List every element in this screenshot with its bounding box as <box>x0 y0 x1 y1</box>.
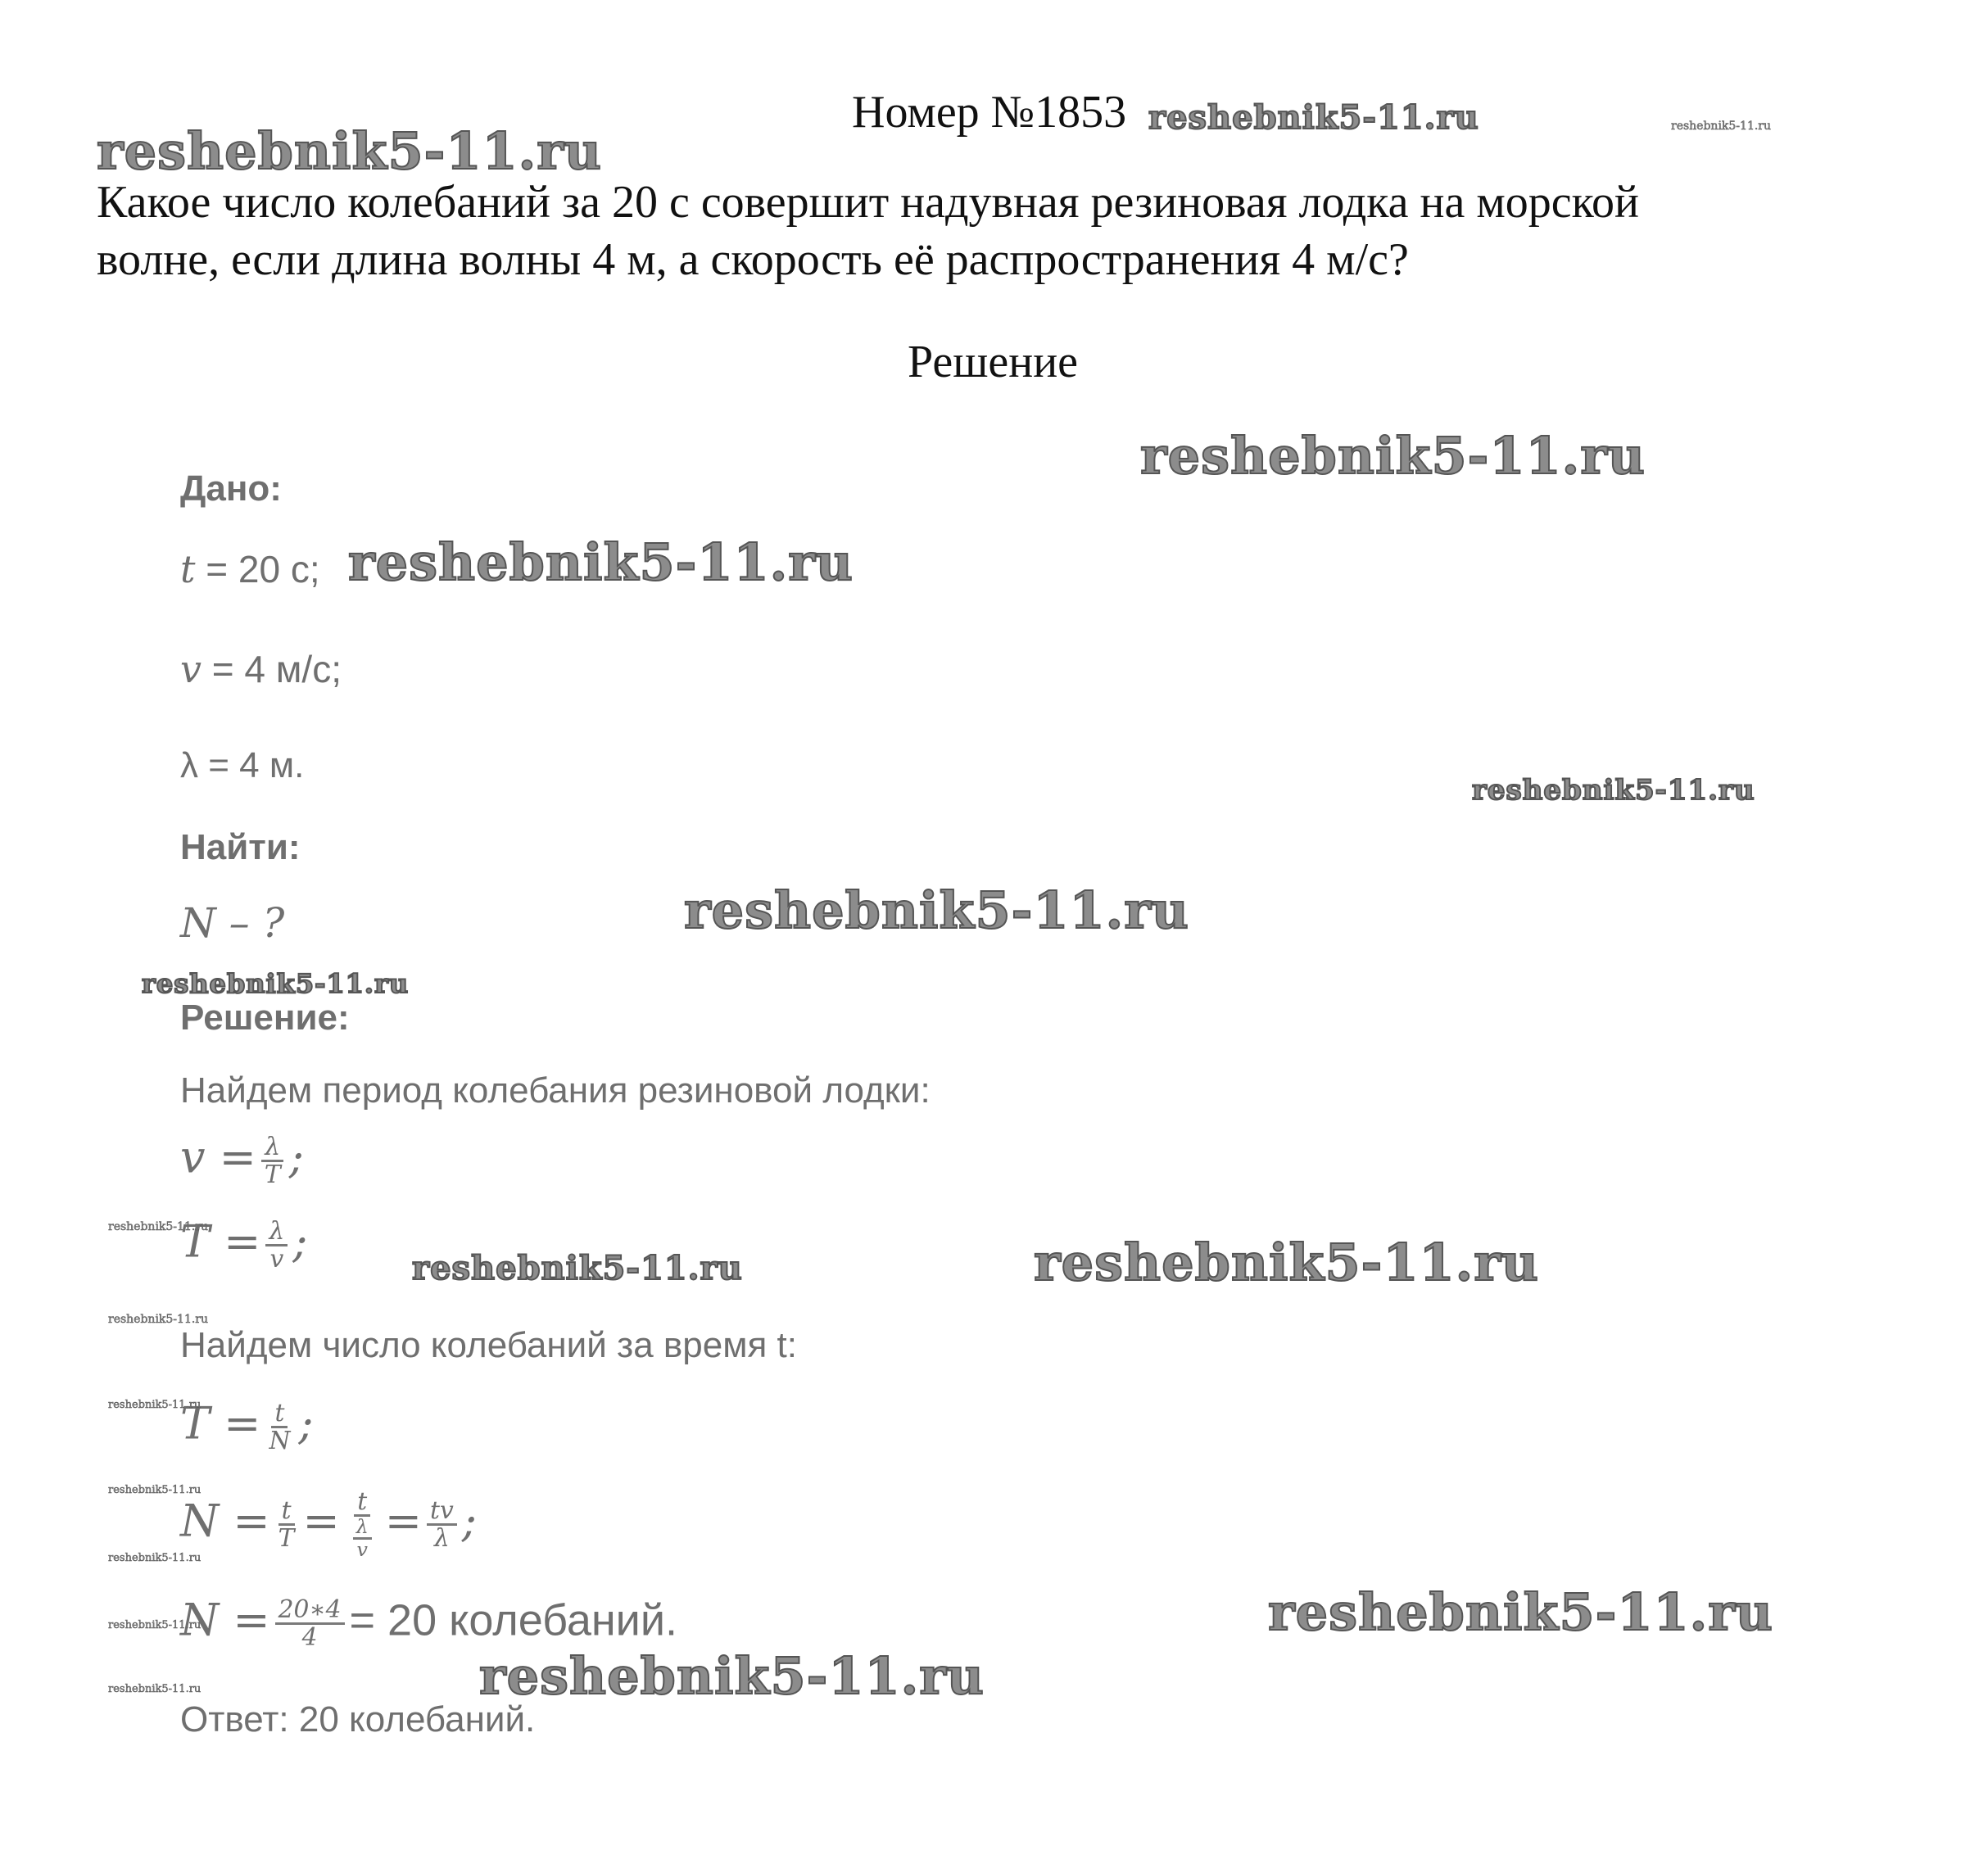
nested-fraction: $\frac{\lambda}{v}$ <box>353 1517 372 1560</box>
answer: Ответ: 20 колебаний. <box>180 1699 536 1740</box>
watermark-tiny: reshebnik5-11.ru <box>1671 120 1772 133</box>
watermark-tiny: reshebnik5-11.ru <box>108 1220 209 1233</box>
watermark-tiny: reshebnik5-11.ru <box>108 1313 209 1326</box>
watermark-tiny: reshebnik5-11.ru <box>108 1484 202 1496</box>
watermark-tiny: reshebnik5-11.ru <box>108 1399 202 1411</box>
given-heading: Дано: <box>180 468 282 509</box>
given-t-symbol: t <box>180 547 196 591</box>
find-value: N – ? <box>180 899 285 947</box>
fraction: $\frac{t}{N}$ <box>269 1399 291 1456</box>
watermark-medium: reshebnik5-11.ru <box>142 968 410 999</box>
watermark-tiny: reshebnik5-11.ru <box>108 1683 202 1695</box>
fraction: $\frac{\lambda}{T}$ <box>261 1134 284 1188</box>
given-t-value: = 20 с; <box>195 548 320 590</box>
watermark-large: reshebnik5-11.ru <box>1268 1582 1773 1642</box>
given-v-symbol: v <box>180 647 202 691</box>
fraction: $\frac{tv}{\lambda}$ <box>427 1498 457 1551</box>
page-number-label: Номер №1853 <box>852 87 1127 138</box>
formula-v: v = $\frac{\lambda}{T}$ ; <box>180 1131 304 1190</box>
watermark-large: reshebnik5-11.ru <box>97 121 602 181</box>
solution-step-2: Найдем число колебаний за время t: <box>180 1325 797 1365</box>
fraction: $\frac{20∗4}{4}$ <box>275 1597 345 1650</box>
formula-t: T = $\frac{\lambda}{v}$ ; <box>180 1215 308 1274</box>
watermark-large: reshebnik5-11.ru <box>1140 426 1646 486</box>
formula-n-result: N = $\frac{20∗4}{4}$ = 20 колебаний. <box>180 1594 678 1653</box>
fraction: $\frac{t}{T}$ <box>278 1495 295 1554</box>
watermark-medium: reshebnik5-11.ru <box>412 1249 743 1287</box>
watermark-medium: reshebnik5-11.ru <box>1148 98 1479 137</box>
watermark-tiny: reshebnik5-11.ru <box>108 1619 202 1631</box>
section-title: Решение <box>908 337 1079 387</box>
given-v <box>180 647 342 691</box>
find-heading: Найти: <box>180 827 301 867</box>
watermark-large: reshebnik5-11.ru <box>348 532 854 592</box>
watermark-large: reshebnik5-11.ru <box>479 1646 985 1706</box>
problem-line-1: Какое число колебаний за 20 с совершит надувная резиновая лодка на морской <box>97 177 1639 228</box>
watermark-tiny: reshebnik5-11.ru <box>108 1552 202 1564</box>
solution-heading: Решение: <box>180 998 350 1038</box>
fraction: $\frac{t}{\frac{\lambda}{v}}$ <box>345 1489 380 1560</box>
given-v-value: = 4 м/с; <box>202 648 342 690</box>
formula-n-derivation: N = $\frac{t}{T}$ = $\frac{t}{\frac{\lambda}{v}}$ = $\frac{tv}{\lambda}$ ; <box>180 1487 477 1562</box>
given-t <box>180 547 320 591</box>
problem-line-2: волне, если длина волны 4 м, а скорость её распространения 4 м/с? <box>97 234 1409 285</box>
given-lambda: λ = 4 м. <box>180 745 305 785</box>
formula-period: T = $\frac{t}{N}$ ; <box>180 1397 314 1456</box>
watermark-large: reshebnik5-11.ru <box>1034 1233 1539 1292</box>
watermark-large: reshebnik5-11.ru <box>684 880 1189 940</box>
fraction: $\frac{\lambda}{v}$ <box>265 1219 288 1272</box>
watermark-medium: reshebnik5-11.ru <box>1472 774 1755 807</box>
solution-step-1: Найдем период колебания резиновой лодки: <box>180 1070 931 1111</box>
